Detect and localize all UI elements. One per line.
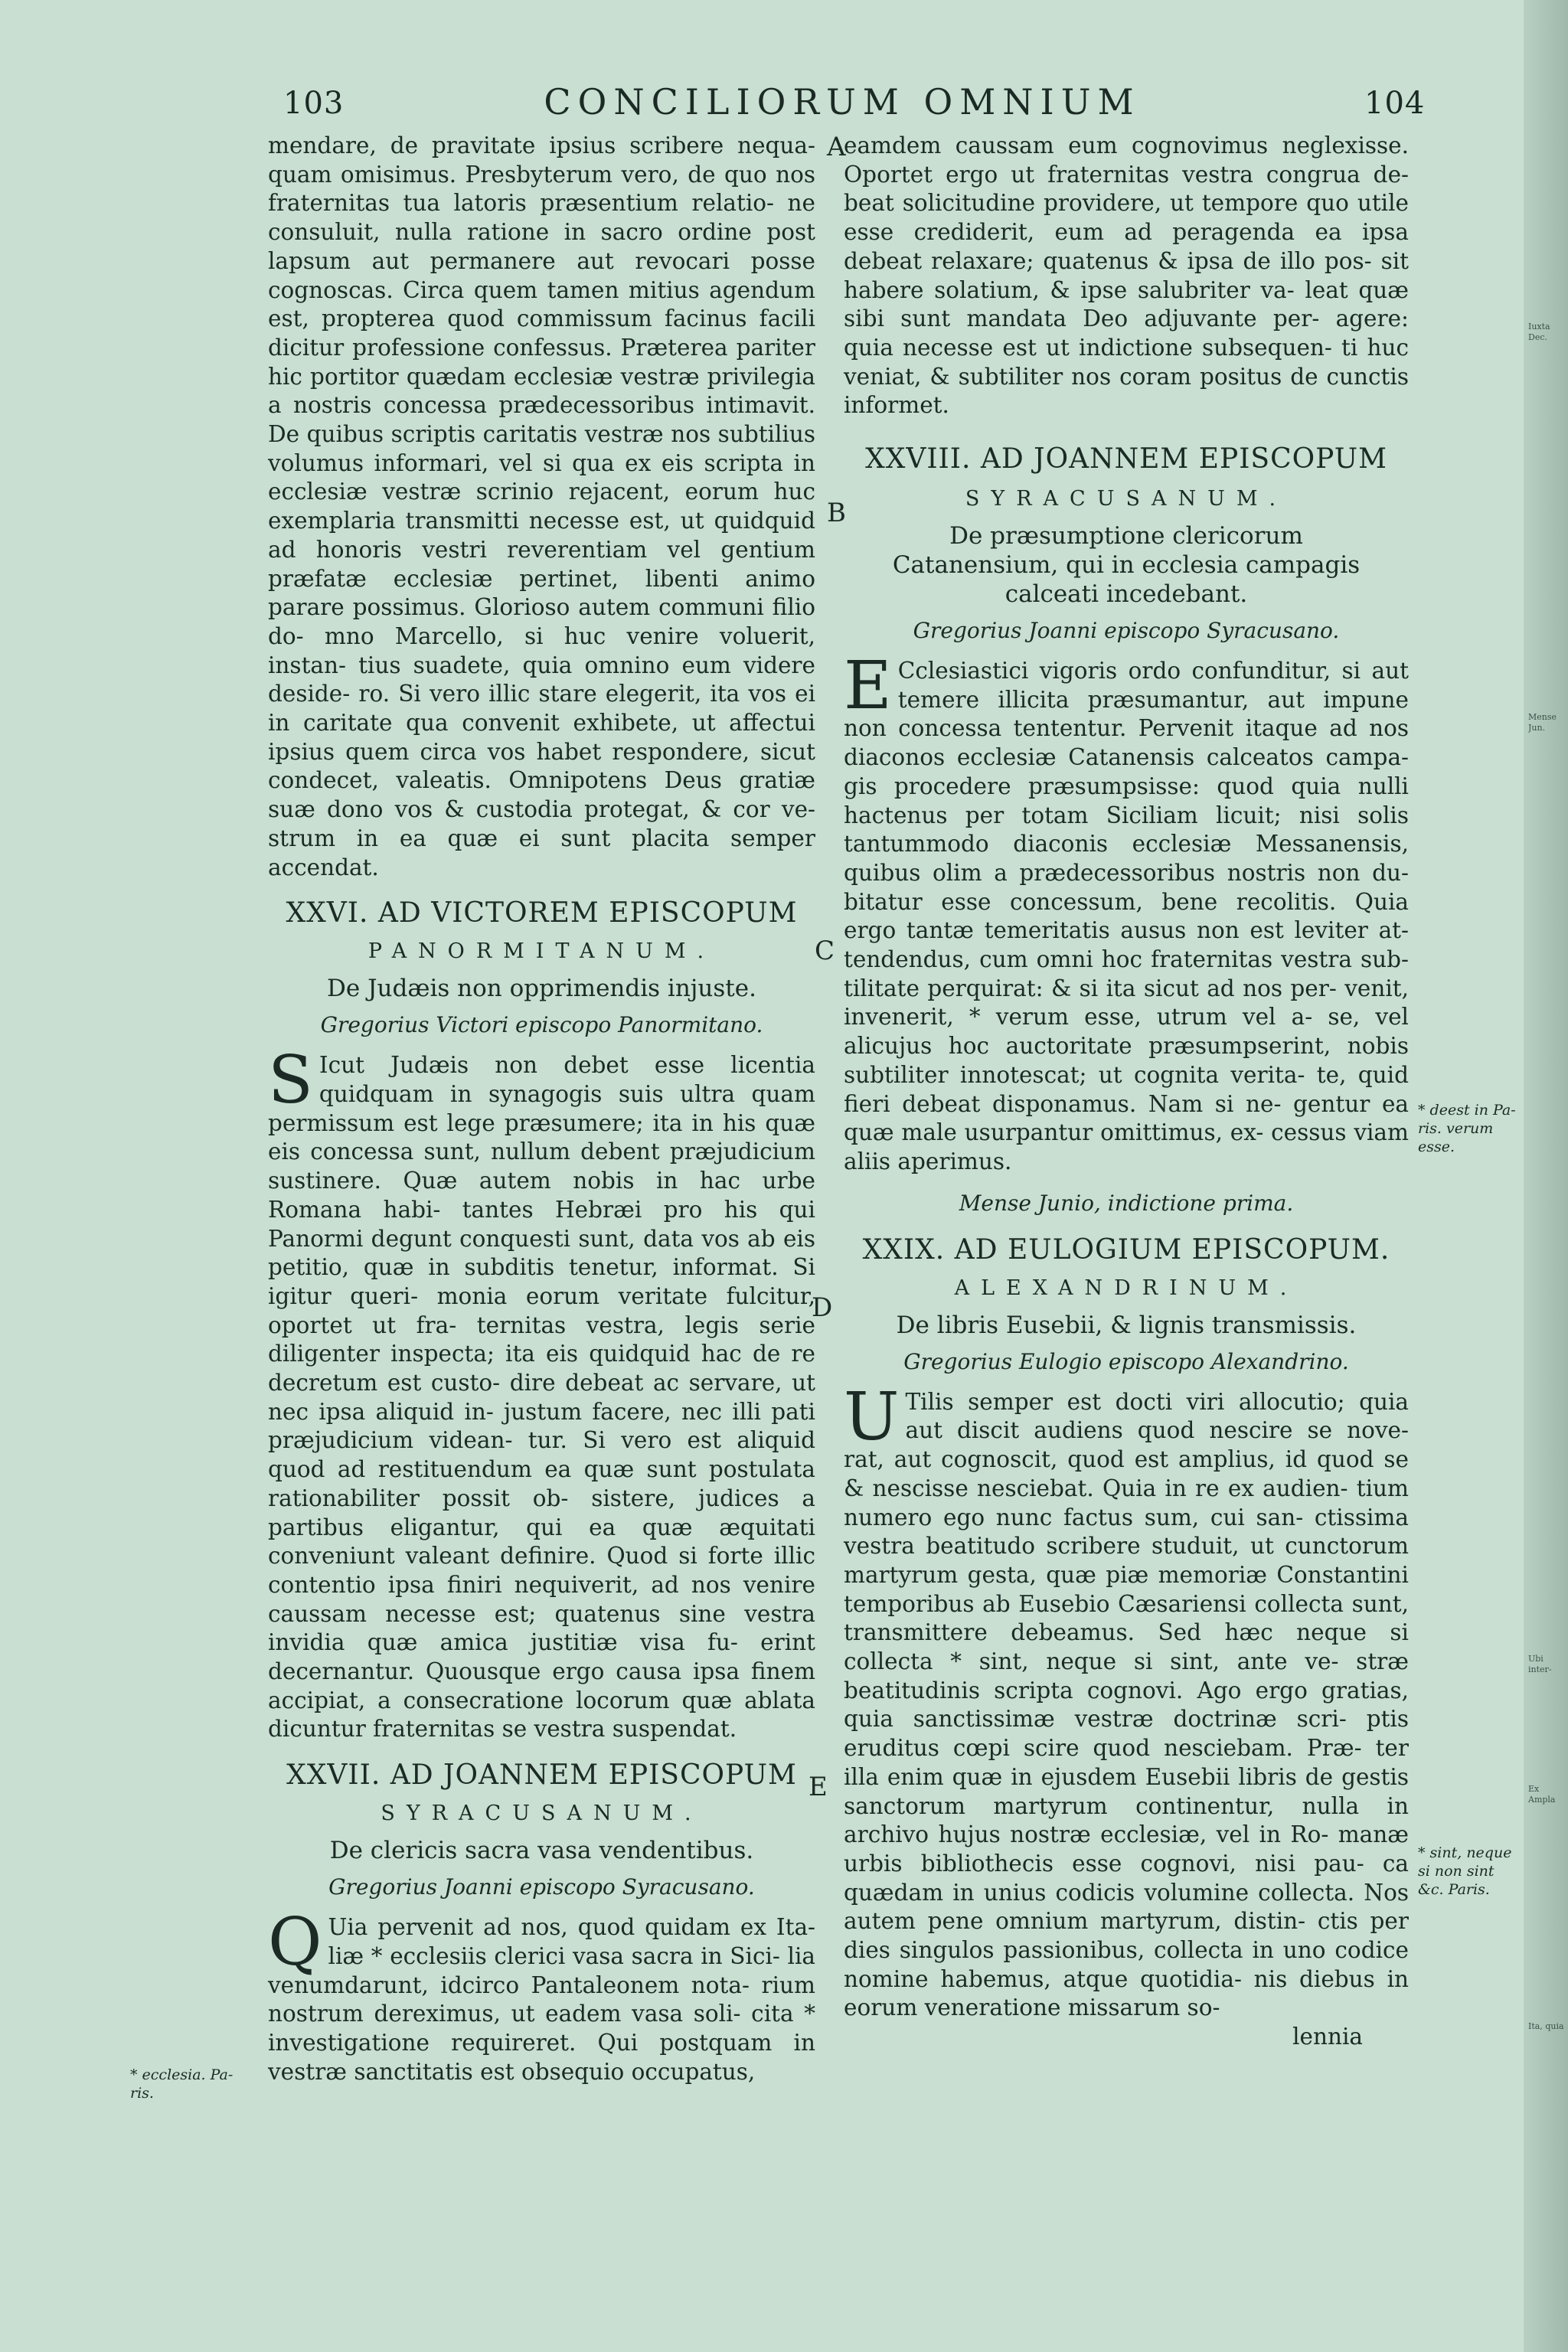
letter-28-body: E Cclesiastici vigoris ordo confunditur, si aut temere illicita præsumantur, aut impune non concessa tententur. Pervenit itaque ad nos diaconos ecclesiæ Catanensis calceatos campa- gis procedere præsumpsisse: quod quia nulli hactenus per totam Siciliam licuit; nisi solis tantummodo diaconis ecclesiæ Messanensis, quibus olim a prædecessoribus nostris non du- bitatur esse concessum, bene recolitis. Quia ergo tantæ temeritatis ausus non est leviter at- tendendus, cum omni hoc fraternitas vestra sub- tilitate perquirat: & si ita sicut ad nos per- venit, invenerit, * verum esse, utrum vel a- se, vel alicujus hoc auctoritate præsumpserint, nobis subtiliter innotescat; ut cognita verita- te, quid fieri debeat disponamus. Nam si ne- gentur ea quæ male usurpantur omittimus, ex- cessus viam aliis aperimus. (844, 648, 1409, 1174)
running-title: CONCILIORUM OMNIUM (544, 81, 1141, 122)
letter-27-body: Q Uia pervenit ad nos, quod quidam ex Ita- liæ * ecclesiis clerici vasa sacra in Sici- lia venumdarunt, idcirco Pantaleonem nota- rium nostrum dereximus, ut eadem vasa soli- cita * investigatione requireret. Qui postquam in vestræ sanctitatis est obsequio occupatus, (268, 1904, 815, 2085)
letter-29-subject: De libris Eusebii, & lignis transmissis. (896, 1311, 1357, 1339)
letter-29-see: ALEXANDRINUM. (954, 1276, 1298, 1300)
gutter-fragment: Ex Ampla (1528, 1784, 1556, 1805)
side-note-right-1: * deest in Pa- ris. verum esse. (1418, 1102, 1516, 1155)
dropcap: Q (268, 1904, 322, 1981)
letter-27-subject: De clericis sacra vasa vendentibus. (329, 1837, 754, 1865)
letter-26-body: S Icut Judæis non debet esse licentia quidquam in synagogis suis ultra quam permissum est lege præsumere; ita in his quæ eis concessa sunt, nullum debent præjudicium sustinere. Quæ autem nobis in hac urbe Romana habi- tantes Hebræi pro his qui Panormi degunt conquesti sunt, data vos ab eis petitio, quæ in subditis tenetur, informat. Si igitur queri- monia eorum veritate fulcitur, oportet ut fra- ternitas vestra, legis serie diligenter inspecta; ita eis quidquid hac de re decretum est custo- dire debeat ac servare, ut nec ipsa aliquid in- justum facere, nec illi pati præjudicium videan- tur. Si vero est aliquid quod ad restituendum ea quæ sunt postulata rationabiliter possit ob- sistere, judices a partibus eligantur, qui ea quæ æquitati conveniunt valeant definire. Quod si forte illic contentio ipsa finiri nequiverit, ad nos venire caussam necesse est; quatenus sine vestra invidia quæ amica justitiæ visa fu- erint decernantur. Quousque ergo causa ipsa finem accipiat, a consecratione locorum quæ ablata dicuntur fraternitas se vestra suspendat. (268, 1042, 815, 1743)
margin-letter-c: C (815, 936, 835, 966)
dropcap: U (844, 1378, 900, 1455)
margin-letter-e: E (808, 1772, 828, 1802)
letter-29-title: XXIX. AD EULOGIUM EPISCOPUM. (862, 1233, 1390, 1266)
letter-28-subject: De præsumptione clericorum Catanensium, qui in ecclesia campagis calceati incedebant. (892, 522, 1361, 609)
letter-28-title: XXVIII. AD JOANNEM EPISCOPUM (865, 443, 1387, 475)
letter-26-salutation: Gregorius Victori episcopo Panormitano. (320, 1012, 763, 1038)
letter-29-salutation: Gregorius Eulogio episcopo Alexandrino. (903, 1348, 1349, 1374)
side-note-left: * ecclesia. Pa- ris. (130, 2066, 234, 2102)
letter-26-title: XXVI. AD VICTOREM EPISCOPUM (286, 897, 798, 929)
letter-28-date: Mense Junio, indictione prima. (959, 1190, 1294, 1216)
dropcap: E (844, 648, 892, 725)
letter-27-salutation: Gregorius Joanni episcopo Syracusano. (328, 1874, 755, 1900)
catchword: lennia (1292, 2024, 1363, 2050)
letter-27-see: SYRACUSANUM. (381, 1802, 703, 1826)
facing-page-gutter (1524, 0, 1568, 2352)
left-column (268, 132, 815, 2086)
left-intro-text: mendare, de pravitate ipsius scribere nequa- quam omisimus. Presbyterum vero, de quo nos fraternitas tua latoris præsentium relatio- ne consuluit, nulla ratione in sacro ordine post lapsum aut permanere aut revocari posse cognoscas. Circa quem tamen mitius agendum est, propterea quod commissum facinus facili dicitur professione confessus. Præterea pariter hic portitor quædam ecclesiæ vestræ privilegia a nostris concessa prædecessoribus intimavit. De quibus scriptis caritatis vestræ nos subtilius volumus informari, vel si qua ex eis scripta in ecclesiæ vestræ scrinio rejacent, eorum huc exemplaria transmitti necesse est, ut quidquid ad honoris vestri reverentiam vel gentium præfatæ ecclesiæ pertinet, libenti animo parare possimus. Glorioso autem communi filio do- mno Marcello, si huc venire voluerit, instan- tius suadete, quia omnino eum videre deside- ro. Si vero illic stare elegerit, ita vos ei in caritate qua convenit exhibete, ut affectui ipsius quem circa vos habet respondere, sicut condecet, valeatis. Omnipotens Deus gratiæ suæ dono vos & custodia protegat, & cor ve- strum in ea quæ ei sunt placita semper accendat. (268, 132, 815, 880)
gutter-fragment: Mense Jun. (1528, 712, 1557, 733)
dropcap: S (268, 1042, 313, 1119)
gutter-fragment: Ita, quia (1528, 2021, 1564, 2031)
letter-26-subject: De Judæis non opprimendis injuste. (327, 975, 756, 1003)
letter-28-see: SYRACUSANUM. (965, 487, 1288, 511)
margin-letter-b: B (827, 498, 846, 528)
letter-29-body: U Tilis semper est docti viri allocutio; quia aut discit audiens quod nescire se nove- rat, aut cognoscit, quod est amplius, id quod se & nescisse nesciebat. Quia in re ex audien- tium numero ego nunc factus sum, cui san- ctissima vestra beatitudo scribere studuit, ut cunctorum martyrum gesta, quæ piæ memoriæ Constantini temporibus ab Eusebio Cæsariensi collecta sunt, transmittere debeamus. Sed hæc neque si collecta * sint, neque si sint, ante ve- stræ beatitudinis scripta cognovi. Ago ergo gratias, quia sanctissimæ vestræ doctrinæ scri- ptis eruditus cœpi scire quod nesciebam. Præ- ter illa enim quæ in ejusdem Eusebii libris de gestis sanctorum martyrum continentur, nulla in archivo hujus nostræ ecclesiæ, vel in Ro- manæ urbis bibliothecis esse cognovi, nisi pau- ca quædam in unius codicis volumine collecta. Nos autem pene omnium martyrum, distin- ctis per dies singulos passionibus, collecta in uno codice nomine habemus, atque quotidia- nis diebus in eorum veneratione missarum so- (844, 1378, 1409, 2021)
page-number-left: 103 (283, 86, 345, 121)
letter-26-see: PANORMITANUM. (368, 939, 716, 964)
gutter-fragment: Ubi inter- (1528, 1654, 1552, 1674)
letter-28-salutation: Gregorius Joanni episcopo Syracusano. (913, 618, 1340, 644)
letter-27-title: XXVII. AD JOANNEM EPISCOPUM (286, 1759, 797, 1792)
gutter-fragment: Iuxta Dec. (1528, 322, 1550, 342)
margin-letter-a: A (827, 132, 846, 162)
page-number-right: 104 (1364, 86, 1426, 121)
margin-letter-d: D (812, 1292, 833, 1323)
side-note-right-2: * sint, neque si non sint &c. Paris. (1418, 1844, 1512, 1898)
right-column (844, 132, 1409, 2052)
right-intro-text: eamdem caussam eum cognovimus neglexisse. Oportet ergo ut fraternitas vestra congrua de- beat solicitudine providere, ut tempore quo utile esse crediderit, eum ad peragenda ea ipsa debeat relaxare; quatenus & ipsa de illo pos- sit habere solatium, & ipse salubriter va- leat quæ sibi sunt mandata Deo adjuvante per- agere: quia necesse est ut indictione subsequen- ti huc veniat, & subtiliter nos coram positus de cunctis informet. (844, 132, 1409, 419)
